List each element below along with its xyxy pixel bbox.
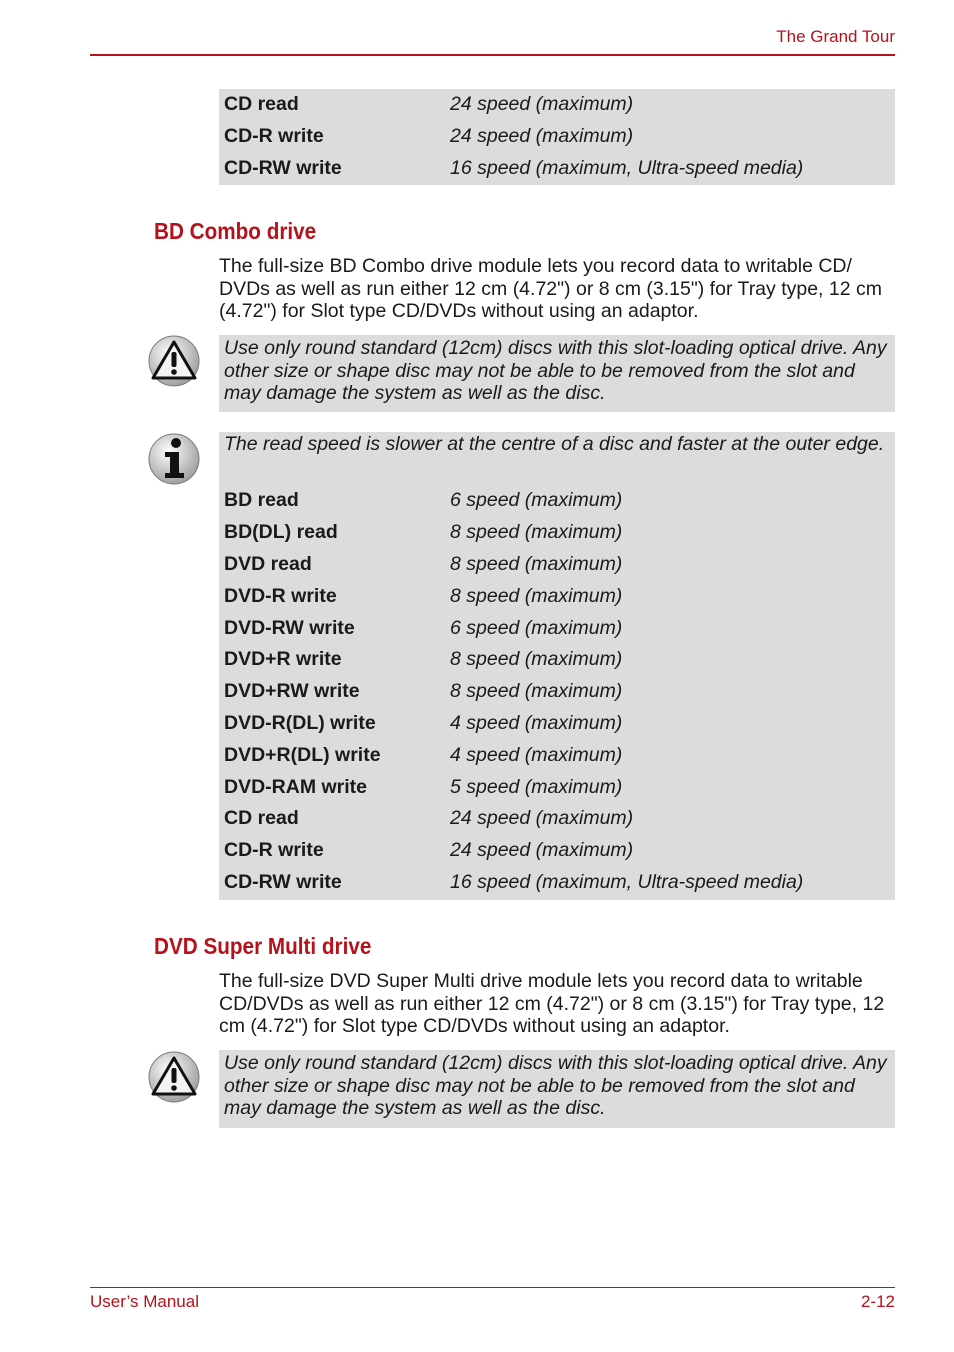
info-icon (148, 433, 200, 485)
spec-value: 4 speed (maximum) (450, 743, 623, 766)
spec-value: 4 speed (maximum) (450, 711, 623, 734)
spec-row (224, 580, 890, 612)
spec-row (224, 485, 890, 517)
spec-label: DVD-R write (224, 584, 337, 607)
caution-icon (148, 1051, 200, 1103)
spec-value: 8 speed (maximum) (450, 584, 623, 607)
bd-spec-rows (224, 485, 890, 898)
spec-label: DVD+R write (224, 648, 342, 671)
spec-row (224, 835, 890, 867)
spec-label: DVD-R(DL) write (224, 711, 376, 734)
spec-value: 8 speed (maximum) (450, 521, 623, 544)
spec-value: 5 speed (maximum) (450, 775, 623, 798)
spec-label: BD read (224, 489, 299, 512)
spec-label: CD-R write (224, 839, 324, 862)
info-text: The read speed is slower at the centre of a disc and faster at the outer edge. (224, 433, 885, 455)
spec-label: DVD-RAM write (224, 775, 368, 798)
spec-value: 6 speed (maximum) (450, 616, 623, 639)
spec-row (224, 644, 890, 676)
spec-label: CD-RW write (224, 156, 342, 179)
spec-row (224, 771, 890, 803)
spec-label: DVD+R(DL) write (224, 743, 381, 766)
spec-row (224, 708, 890, 740)
spec-row (224, 803, 890, 835)
header-rule (90, 54, 895, 56)
dvd-caution-note (219, 1050, 895, 1128)
dvd-super-multi-paragraph: The full-size DVD Super Multi drive module lets you record data to writable CD/DVDs as well as run either 12 cm (4.72") or 8 cm (3.15") for Tray type, 12 cm (4.72") for Slot type CD/DVDs without using an adaptor. (219, 970, 885, 1038)
spec-value: 8 speed (maximum) (450, 680, 623, 703)
spec-value: 24 speed (maximum) (450, 839, 634, 862)
page-number: 2-12 (860, 1292, 895, 1311)
spec-value: 6 speed (maximum) (450, 489, 623, 512)
footer-manual-title: User’s Manual (90, 1292, 199, 1311)
spec-row (224, 739, 890, 771)
spec-label: DVD+RW write (224, 680, 360, 703)
spec-label: DVD read (224, 552, 312, 575)
bd-info-table (219, 432, 895, 900)
spec-row (224, 517, 890, 549)
spec-value: 24 speed (maximum) (450, 807, 634, 830)
spec-row (224, 612, 890, 644)
spec-label: BD(DL) read (224, 521, 338, 544)
footer-rule (90, 1287, 895, 1288)
spec-value: 24 speed (maximum) (450, 125, 634, 148)
spec-row (224, 676, 890, 708)
spec-label: CD-RW write (224, 870, 342, 893)
spec-label: CD read (224, 93, 299, 116)
spec-row (224, 549, 890, 581)
page-header-title: The Grand Tour (776, 27, 895, 46)
spec-value: 16 speed (maximum, Ultra-speed media) (450, 870, 804, 893)
bd-combo-paragraph: The full-size BD Combo drive module lets you record data to writable CD/ DVDs as well as run either 12 cm (4.72") or 8 cm (3.15") for Tray type, 12 cm (4.72") for Slot type CD/DVDs without using an adaptor. (219, 255, 882, 323)
section-heading-bd-combo: BD Combo drive (154, 218, 317, 244)
spec-row (224, 867, 890, 899)
bd-caution-note (219, 335, 895, 412)
caution-icon (148, 335, 200, 387)
spec-value: 8 speed (maximum) (450, 648, 623, 671)
section-heading-dvd-super-multi: DVD Super Multi drive (154, 933, 372, 959)
spec-value: 16 speed (maximum, Ultra-speed media) (450, 156, 804, 179)
spec-row (224, 153, 890, 185)
spec-row (224, 121, 890, 153)
spec-label: DVD-RW write (224, 616, 355, 639)
spec-row (224, 89, 890, 121)
spec-label: CD-R write (224, 125, 324, 148)
top-spec-table (219, 89, 895, 185)
caution-text: Use only round standard (12cm) discs with this slot-loading optical drive. Any other size or shape disc may not be able to be removed from the slot and may damage the system as well as the disc. (224, 1052, 887, 1120)
spec-value: 8 speed (maximum) (450, 552, 623, 575)
spec-label: CD read (224, 807, 299, 830)
caution-text: Use only round standard (12cm) discs with this slot-loading optical drive. Any other size or shape disc may not be able to be removed from the slot and may damage the system as well as the disc. (224, 337, 887, 405)
spec-value: 24 speed (maximum) (450, 93, 634, 116)
